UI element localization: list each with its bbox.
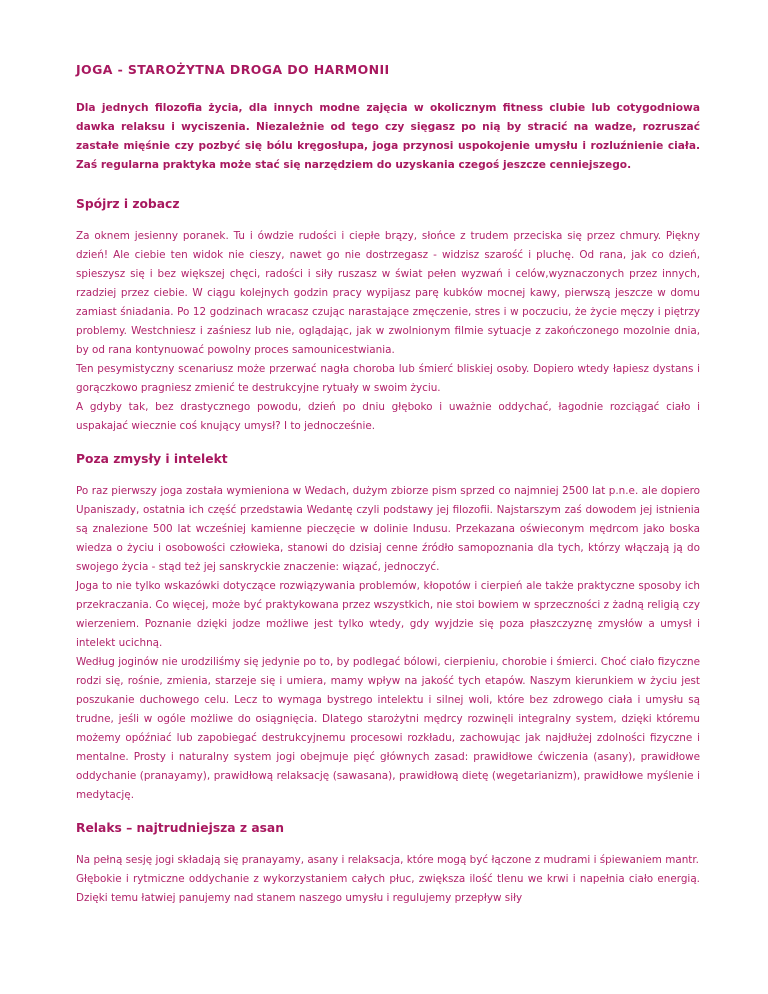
paragraph: Według joginów nie urodziliśmy się jedynie po to, by podlegać bólowi, cierpieniu, chorobie i śmierci. Choć ciało fizyczne rodzi się, rośnie, zmienia, starzeje się i umiera, mamy wpływ na jakość tych etapów. Naszym kierunkiem w życiu jest poszukanie duchowego celu. Lecz to wymaga bystrego intelektu i silnej woli, które bez zdrowego ciała i umysłu są trudne, jeśli w ogóle możliwe do osiągnięcia. Dlatego starożytni mędrcy rozwinęli integralny system, dzięki któremu możemy opóźniać lub zapobiegać destrukcyjnemu procesowi rozkładu, zachowując jak najdłużej zdolności fizyczne i mentalne. Prosty i naturalny system jogi obejmuje pięć głównych zasad: prawidłowe ćwiczenia (asany), prawidłowe oddychanie (pranayamy), prawidłową relaksację (sawasana), prawidłową dietę (wegetarianizm), prawidłowe myślenie i medytację. [76, 656, 700, 801]
paragraph: A gdyby tak, bez drastycznego powodu, dzień po dniu głęboko i uważnie oddychać, łagodnie rozciągać ciało i uspakajać wiecznie coś knujący umysł? I to jednocześnie. [76, 401, 700, 432]
document-title: JOGA - STAROŻYTNA DROGA DO HARMONII [76, 62, 390, 77]
section-poza-zmysly [76, 452, 700, 805]
paragraph: Po raz pierwszy joga została wymieniona w Wedach, dużym zbiorze pism sprzed co najmniej 2500 lat p.n.e. ale dopiero Upaniszady, ostatnia ich część przedstawia Wedantę czyli podstawy jej filozofii. Najstarszym zaś dowodem jej istnienia są znalezione 500 lat wcześniej kamienne pieczęcie w dolinie Indusu. Przekazana oświeconym mędrcom jako boska wiedza o życiu i osobowości człowieka, stanowi do dzisiaj cenne źródło samopoznania dla tych, którzy włączają ją do swojego życia - stąd też jej sanskryckie znaczenie: wiązać, jednoczyć. [76, 485, 700, 573]
section-spojrz [76, 197, 700, 436]
paragraph: Na pełną sesję jogi składają się pranayamy, asany i relaksacja, które mogą być łączone z mudrami i śpiewaniem mantr. [76, 854, 699, 866]
intro-paragraph: Dla jednych filozofia życia, dla innych modne zajęcia w okolicznym fitness clubie lub cotygodniowa dawka relaksu i wyciszenia. Niezależnie od tego czy sięgasz po nią by stracić na wadze, rozruszać zastałe mięśnie czy pozbyć się bólu kręgosłupa, joga przynosi uspokojenie umysłu i rozluźnienie ciała. Zaś regularna praktyka może stać się narzędziem do uzyskania czegoś jeszcze cenniejszego. [76, 102, 700, 171]
paragraph: Joga to nie tylko wskazówki dotyczące rozwiązywania problemów, kłopotów i cierpień ale także praktyczne sposoby ich przekraczania. Co więcej, może być praktykowana przez wszystkich, nie stoi bowiem w sprzeczności z żadną religią czy wierzeniem. Poznanie dzięki jodze możliwe jest tylko wtedy, gdy wyjdzie się poza płaszczyznę zmysłów a umysł i intelekt ucichną. [76, 580, 700, 649]
paragraph: Ten pesymistyczny scenariusz może przerwać nagła choroba lub śmierć bliskiej osoby. Dopiero wtedy łapiesz dystans i gorączkowo pragniesz zmienić te destrukcyjne rytuały w swoim życiu. [76, 363, 700, 394]
section-relaks [76, 821, 700, 908]
section-heading: Spójrz i zobacz [76, 197, 180, 211]
section-heading: Poza zmysły i intelekt [76, 452, 228, 466]
section-heading: Relaks – najtrudniejsza z asan [76, 821, 284, 835]
paragraph: Za oknem jesienny poranek. Tu i ówdzie rudości i ciepłe brązy, słońce z trudem przeciska się przez chmury. Piękny dzień! Ale ciebie ten widok nie cieszy, nawet go nie dostrzegasz - widzisz szarość i pluchę. Od rana, jak co dzień, spieszysz się i bez większej chęci, radości i siły ruszasz w świat pełen wyzwań i celów,wyznaczonych przez innych, rzadziej przez ciebie. W ciągu kolejnych godzin pracy wypijasz parę kubków mocnej kawy, pierwszą jeszcze w domu zamiast śniadania. Po 12 godzinach wracasz czując narastające zmęczenie, stres i w poczuciu, że życie męczy i piętrzy problemy. Westchniesz i zaśniesz lub nie, oglądając, jak w zwolnionym filmie sytuacje z zakończonego mozolnie dnia, by od rana kontynuować powolny proces samounicestwiania. [76, 230, 700, 356]
paragraph: Głębokie i rytmiczne oddychanie z wykorzystaniem całych płuc, zwiększa ilość tlenu we krwi i napełnia ciało energią. Dzięki temu łatwiej panujemy nad stanem naszego umysłu i regulujemy przepływ siły [76, 873, 700, 904]
